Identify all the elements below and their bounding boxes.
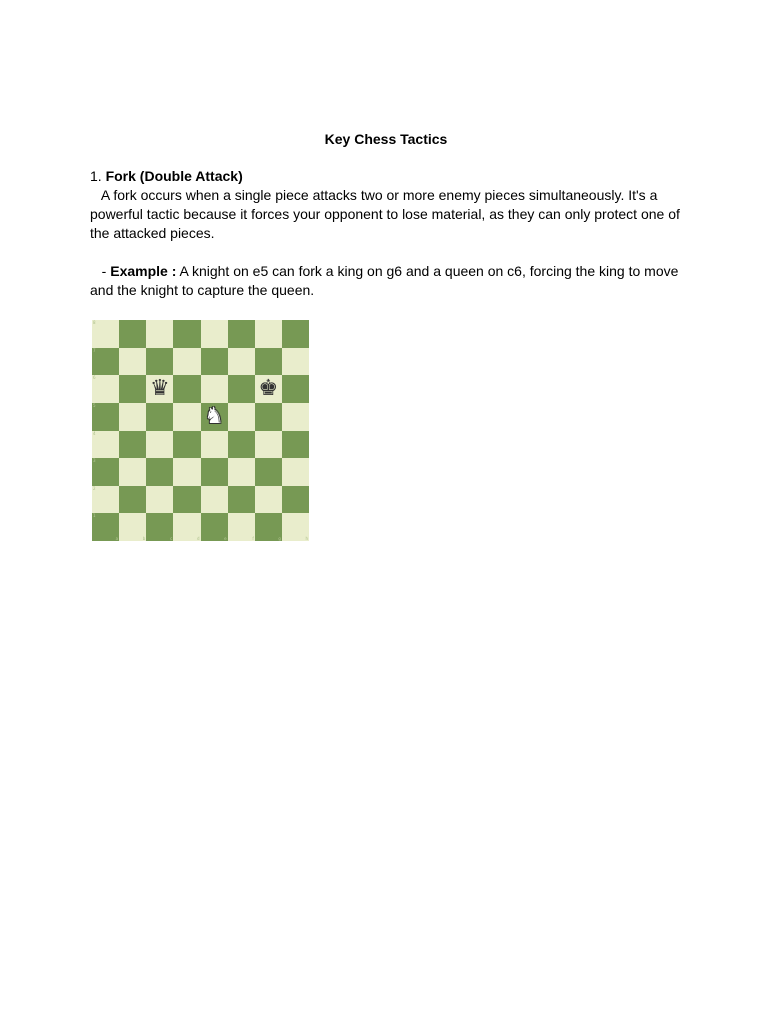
- square-f8: [228, 320, 255, 348]
- file-label: h: [305, 536, 308, 541]
- square-e5: [201, 403, 228, 431]
- square-d6: [173, 375, 200, 403]
- square-f6: [228, 375, 255, 403]
- document-title: Key Chess Tactics: [324, 131, 448, 147]
- square-f7: [228, 348, 255, 376]
- rank-label: 3: [93, 458, 96, 464]
- chess-board: [92, 320, 309, 541]
- square-d3: [173, 458, 200, 486]
- file-label: d: [196, 536, 200, 541]
- square-c7: [146, 348, 173, 376]
- square-d7: [173, 348, 200, 376]
- file-label: g: [278, 536, 281, 541]
- square-g8: [255, 320, 282, 348]
- fork-section: [90, 167, 690, 300]
- square-d1: [173, 513, 200, 541]
- square-d4: [173, 431, 200, 459]
- rank-label: 1: [93, 513, 96, 519]
- square-h6: [282, 375, 309, 403]
- section-description: [90, 186, 690, 243]
- square-c3: [146, 458, 173, 486]
- square-c1: [146, 513, 173, 541]
- square-e7: [201, 348, 228, 376]
- description-line-1: A fork occurs when a single piece attacks two or more enemy pieces simultaneously. It's a: [100, 187, 658, 203]
- square-f5: [228, 403, 255, 431]
- square-a3: [92, 458, 119, 486]
- rank-label: 6: [93, 375, 96, 381]
- file-label: f: [252, 536, 254, 541]
- square-h3: [282, 458, 309, 486]
- square-e8: [201, 320, 228, 348]
- file-label: b: [142, 536, 146, 541]
- example-prefix: -: [101, 263, 111, 279]
- square-c8: [146, 320, 173, 348]
- section-heading-text: Fork (Double Attack): [105, 168, 243, 184]
- white-knight-icon: ♞: [204, 403, 224, 429]
- square-f3: [228, 458, 255, 486]
- square-e3: [201, 458, 228, 486]
- black-king-icon: ♚: [258, 376, 279, 402]
- description-line-3: the attacked pieces.: [90, 225, 215, 241]
- square-b7: [119, 348, 146, 376]
- rank-label: 5: [93, 402, 96, 408]
- square-g2: [255, 486, 282, 514]
- square-h8: [282, 320, 309, 348]
- square-h2: [282, 486, 309, 514]
- square-c4: [146, 431, 173, 459]
- square-f2: [228, 486, 255, 514]
- description-line-2: powerful tactic because it forces your opponent to lose material, as they can only protect one of: [90, 206, 680, 222]
- square-h7: [282, 348, 309, 376]
- square-h4: [282, 431, 309, 459]
- square-d5: [173, 403, 200, 431]
- square-f1: [228, 513, 255, 541]
- rank-label: 2: [93, 485, 96, 491]
- square-b2: [119, 486, 146, 514]
- file-label: e: [224, 536, 227, 541]
- square-e2: [201, 486, 228, 514]
- square-g6: [255, 375, 282, 403]
- example-text-line-2: and the knight to capture the queen.: [90, 282, 315, 298]
- square-d8: [173, 320, 200, 348]
- black-queen-icon: ♛: [149, 376, 170, 402]
- square-e4: [201, 431, 228, 459]
- square-d2: [173, 486, 200, 514]
- example-paragraph: [90, 262, 690, 300]
- file-label: c: [170, 536, 173, 541]
- section-number: 1.: [90, 168, 102, 184]
- square-a7: [92, 348, 119, 376]
- chess-board-diagram: [92, 320, 309, 541]
- square-a1: [92, 513, 119, 541]
- square-b3: [119, 458, 146, 486]
- section-heading: [90, 167, 690, 186]
- example-text: A knight on e5 can fork a king on g6 and a queen on c6, forcing the king to move: [176, 263, 679, 279]
- square-c6: [146, 375, 173, 403]
- square-c2: [146, 486, 173, 514]
- square-e6: [201, 375, 228, 403]
- square-a6: [92, 375, 119, 403]
- square-b4: [119, 431, 146, 459]
- file-label: a: [115, 536, 119, 541]
- square-a2: [92, 486, 119, 514]
- square-b8: [119, 320, 146, 348]
- square-f4: [228, 431, 255, 459]
- square-c5: [146, 403, 173, 431]
- square-e1: [201, 513, 228, 541]
- square-g4: [255, 431, 282, 459]
- square-b1: [119, 513, 146, 541]
- square-g3: [255, 458, 282, 486]
- square-h1: [282, 513, 309, 541]
- square-a5: [92, 403, 119, 431]
- rank-label: 8: [93, 320, 96, 325]
- square-b6: [119, 375, 146, 403]
- square-g7: [255, 348, 282, 376]
- square-a4: [92, 431, 119, 459]
- square-g1: [255, 513, 282, 541]
- square-a8: [92, 320, 119, 348]
- rank-label: 7: [93, 347, 96, 353]
- square-b5: [119, 403, 146, 431]
- example-label: Example :: [110, 263, 177, 279]
- rank-label: 4: [93, 430, 96, 436]
- square-g5: [255, 403, 282, 431]
- square-h5: [282, 403, 309, 431]
